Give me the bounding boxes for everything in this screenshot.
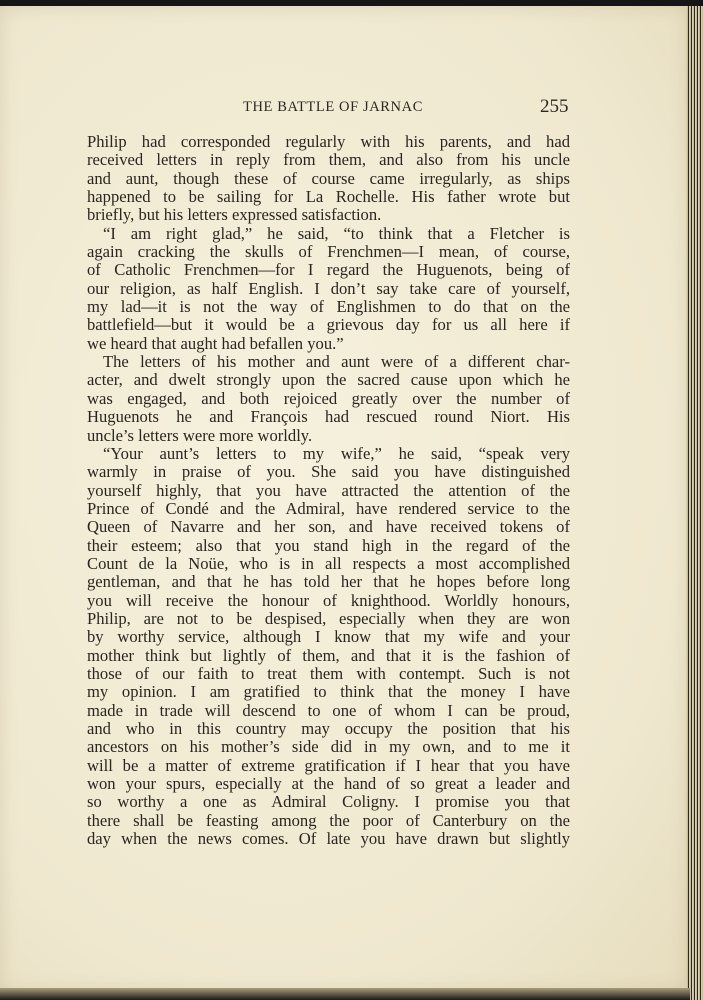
text-line: will be a matter of extreme gratification if I hear that you have bbox=[87, 755, 570, 775]
text-line: again cracking the skulls of Frenchmen—I mean, of course, bbox=[87, 242, 570, 262]
text-line: my opinion. I am gratified to think that the money I have bbox=[87, 682, 570, 702]
running-title: THE BATTLE OF JARNAC bbox=[243, 99, 423, 115]
text-line: their esteem; also that you stand high in the regard of the bbox=[87, 535, 570, 555]
text-line: those of our faith to treat them with contempt. Such is not bbox=[87, 663, 570, 683]
text-line: received letters in reply from them, and also from his uncle bbox=[87, 150, 570, 170]
page-paper bbox=[0, 6, 688, 992]
text-line: ancestors on his mother’s side did in my own, and to me it bbox=[87, 737, 570, 757]
text-line: yourself highly, that you have attracted the attention of the bbox=[87, 480, 570, 500]
text-line: so worthy a one as Admiral Coligny. I promise you that bbox=[87, 792, 570, 812]
text-line: gentleman, and that he has told her that he hopes before long bbox=[87, 572, 570, 592]
text-line: Prince of Condé and the Admiral, have rendered service to the bbox=[87, 498, 570, 518]
text-line: Huguenots he and François had rescued round Niort. His bbox=[87, 407, 570, 427]
page-number: 255 bbox=[540, 96, 569, 117]
text-line: briefly, but his letters expressed satisfaction. bbox=[87, 205, 382, 225]
text-line: mother think but lightly of them, and that it is the fashion of bbox=[87, 645, 570, 665]
text-line: of Catholic Frenchmen—for I regard the Huguenots, being of bbox=[87, 260, 570, 280]
page-edge bbox=[686, 6, 703, 1000]
page-bottom-edge bbox=[0, 988, 690, 1000]
text-line: warmly in praise of you. She said you have distinguished bbox=[87, 462, 570, 482]
text-line: we heard that aught had befallen you.” bbox=[87, 333, 344, 353]
text-line: “I am right glad,” he said, “to think that a Fletcher is bbox=[103, 223, 570, 243]
text-line: you will receive the honour of knighthood. Worldly honours, bbox=[87, 590, 570, 610]
text-line: battlefield—but it would be a grievous day for us all here if bbox=[87, 315, 570, 335]
body-text bbox=[87, 133, 570, 848]
text-line: day when the news comes. Of late you have drawn but slightly bbox=[87, 829, 570, 849]
text-line: by worthy service, although I know that my wife and your bbox=[87, 627, 570, 647]
text-line: happened to be sailing for La Rochelle. His father wrote but bbox=[87, 187, 570, 207]
text-line: my lad—it is not the way of Englishmen to do that on the bbox=[87, 297, 570, 317]
text-line: made in trade will descend to one of whom I can be proud, bbox=[87, 700, 570, 720]
text-line: Philip, are not to be despised, especially when they are won bbox=[87, 608, 570, 628]
text-line: Count de la Noüe, who is in all respects a most accomplished bbox=[87, 553, 570, 573]
text-line: “Your aunt’s letters to my wife,” he said, “speak very bbox=[103, 443, 570, 463]
text-line: acter, and dwelt strongly upon the sacred cause upon which he bbox=[87, 370, 570, 390]
text-line: Queen of Navarre and her son, and have received tokens of bbox=[87, 517, 570, 537]
text-line: our religion, as half English. I don’t say take care of yourself, bbox=[87, 278, 570, 298]
page-header bbox=[0, 98, 688, 122]
text-line: The letters of his mother and aunt were of a different char- bbox=[103, 352, 570, 372]
text-line: and who in this country may occupy the position that his bbox=[87, 719, 570, 738]
text-line: won your spurs, especially at the hand of so great a leader and bbox=[87, 774, 570, 794]
text-line: uncle’s letters were more worldly. bbox=[87, 425, 313, 445]
text-line: Philip had corresponded regularly with his parents, and had bbox=[87, 132, 570, 151]
text-line: there shall be feasting among the poor of Canterbury on the bbox=[87, 810, 570, 830]
text-line: was engaged, and both rejoiced greatly over the number of bbox=[87, 388, 570, 408]
text-line: and aunt, though these of course came irregularly, as ships bbox=[87, 168, 570, 188]
